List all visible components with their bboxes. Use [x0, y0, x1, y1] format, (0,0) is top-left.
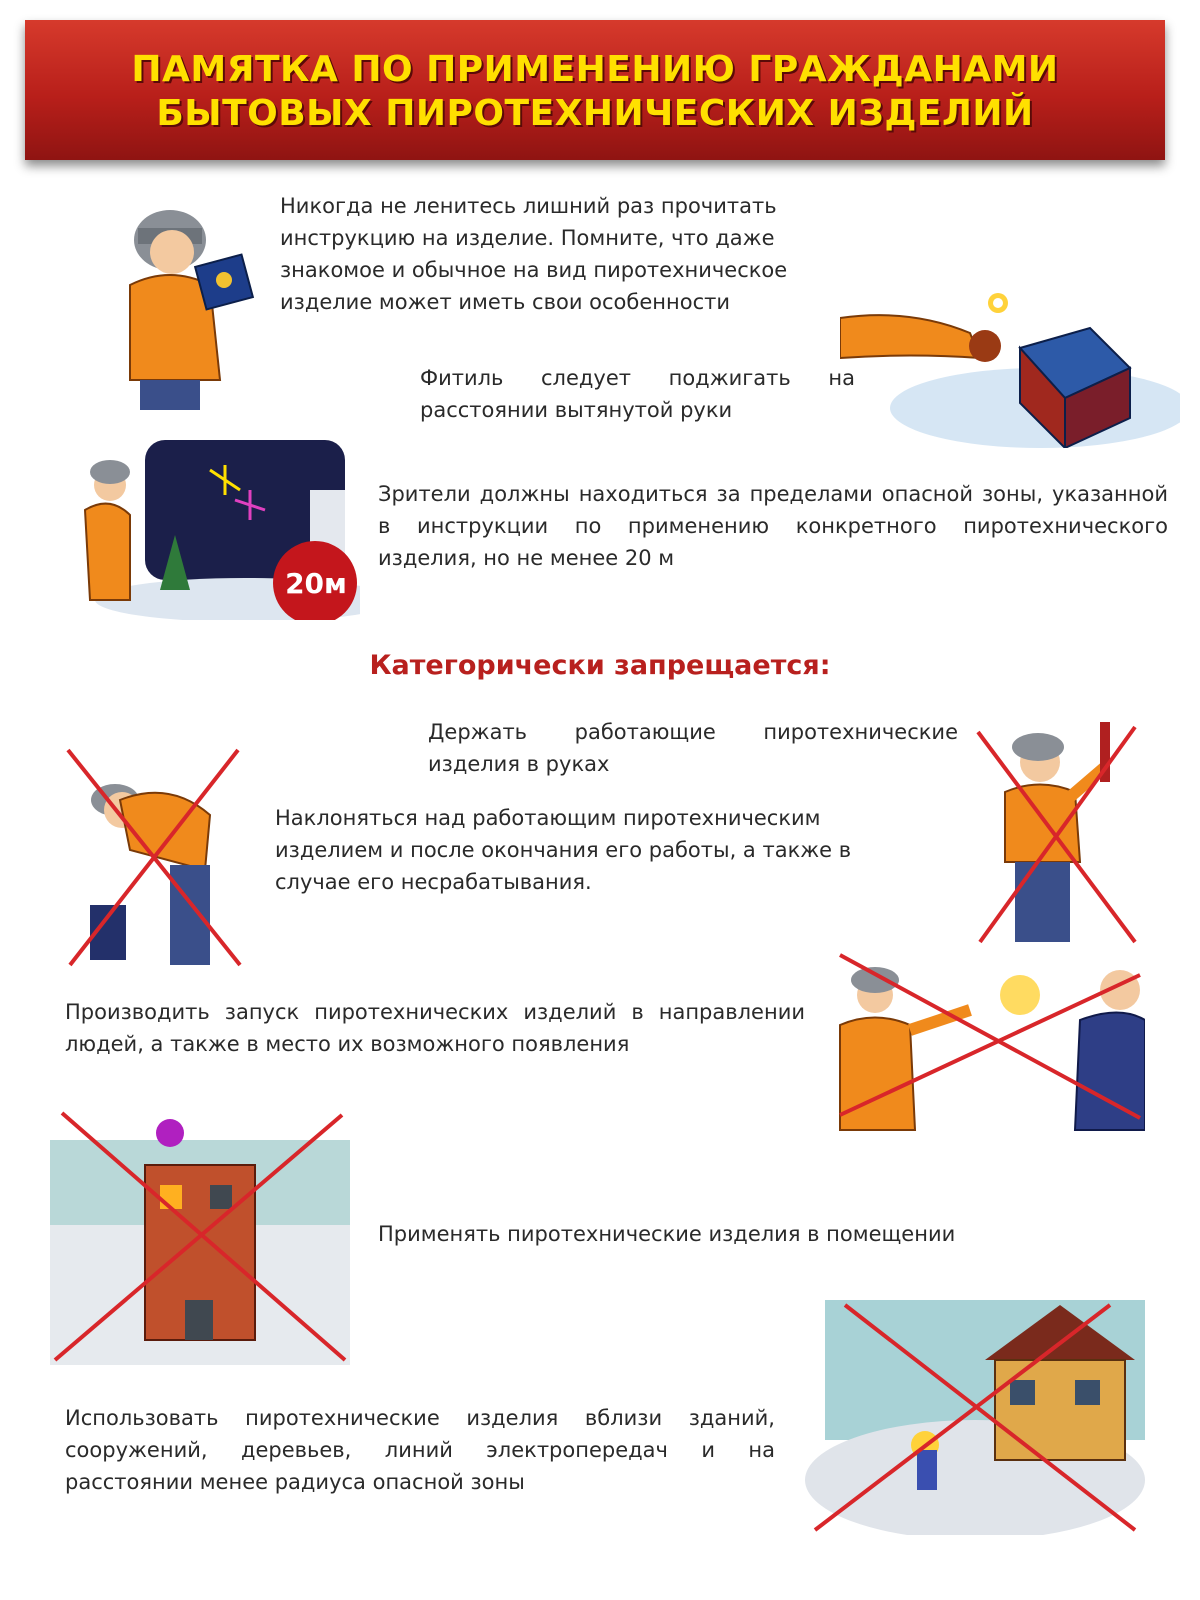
title-line-1: ПАМЯТКА ПО ПРИМЕНЕНИЮ ГРАЖДАНАМИ — [131, 49, 1059, 90]
title-banner — [25, 20, 1165, 160]
prohibited-item-2: Наклоняться над работающим пиротехническим изделием и после окончания его работы, а также в случае его несрабатывания. — [275, 806, 852, 894]
page-title — [25, 48, 1165, 136]
spectators-text: Зрители должны находиться за пределами опасной зоны, указанной в инструкции по применению конкретного пиротехнического изделия, но не менее 20 м — [378, 482, 1168, 570]
indoor-use-crossed-illustration — [50, 1105, 350, 1365]
prohibited-item-4: Применять пиротехнические изделия в помещении — [378, 1222, 956, 1246]
prohibited-item-3: Производить запуск пиротехнических изделий в направлении людей, а также в место их возможного появления — [65, 1000, 805, 1056]
leaning-over-firework-crossed-illustration — [60, 740, 245, 980]
prohibited-item-1: Держать работающие пиротехнические изделия в руках — [428, 720, 958, 776]
near-buildings-crossed-illustration — [805, 1300, 1150, 1535]
prohibited-heading: Категорически запрещается: — [369, 650, 831, 681]
distance-badge: 20м — [285, 567, 347, 600]
title-line-2: БЫТОВЫХ ПИРОТЕХНИЧЕСКИХ ИЗДЕЛИЙ — [156, 93, 1034, 134]
aiming-at-people-crossed-illustration — [835, 950, 1145, 1135]
spectators-distance-illustration — [75, 440, 360, 620]
man-reading-instruction-illustration — [100, 190, 260, 410]
holding-firework-crossed-illustration — [970, 712, 1145, 952]
instruction-text: Никогда не ленитесь лишний раз прочитать инструкцию на изделие. Помните, что даже знакомое и обычное на вид пиротехническое изделие может иметь свои особенности — [280, 194, 788, 314]
fuse-text: Фитиль следует поджигать на расстоянии вытянутой руки — [420, 366, 855, 422]
lighting-fuse-illustration — [840, 258, 1180, 448]
prohibited-item-5: Использовать пиротехнические изделия вблизи зданий, сооружений, деревьев, линий электропередач и на расстоянии менее радиуса опасной зоны — [65, 1406, 775, 1494]
